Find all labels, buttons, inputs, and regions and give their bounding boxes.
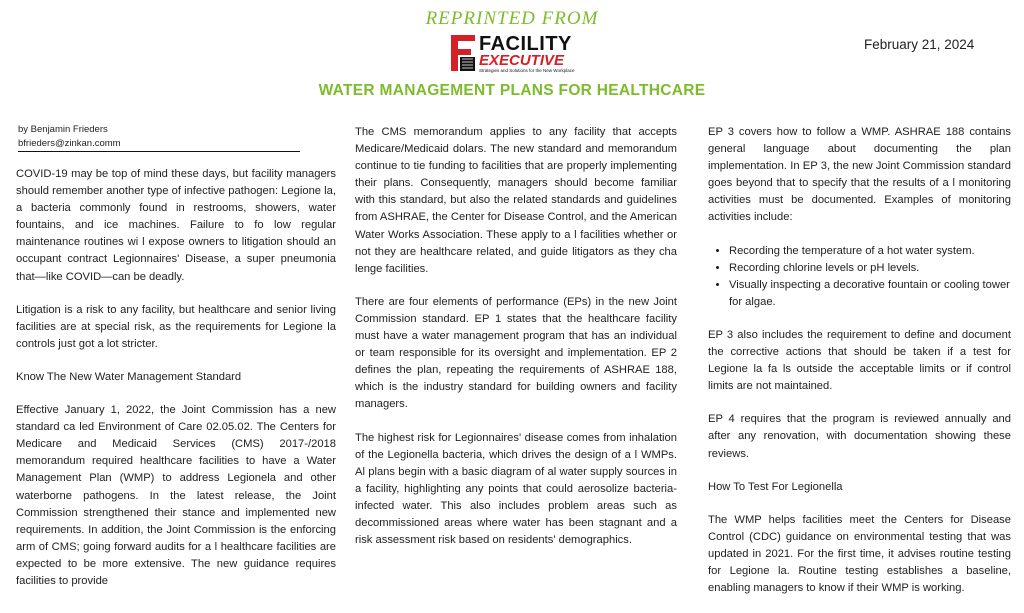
paragraph: Effective January 1, 2022, the Joint Commission has a new standard ca led Environment of Care 02.05.02. The Centers for Medicare and Medicaid Services (CMS) 2017-/2018 memorandum required healthcare facilities to have a Water Management Plan (WMP) to address Legionela and other waterborne pathogens. In the latest release, the Joint Commission strengthened their stance and implemented new requirements. In addition, the Joint Commission is the enforcing arm of CMS; going forward audits for a l healthcare facilities are expected to be more extensive. The new guidance requires facilities to provide	[16, 404, 336, 587]
publication-date: February 21, 2024	[864, 37, 975, 52]
list-item: • Visually inspecting a decorative fountain or cooling tower for algae.	[729, 277, 1011, 311]
list-item: • Recording chlorine levels or pH levels.	[729, 260, 1011, 277]
paragraph: There are four elements of performance (EPs) in the new Joint Commission standard. EP 1 states that the healthcare facility must have a water management program that has an individual or team responsible for its oversight and implementation. EP 2 defines the plan, repeating the requirements of ASHRAE 188, which is the industry standard for building owners and facility managers.	[355, 295, 677, 411]
paragraph: The CMS memorandum applies to any facility that accepts Medicare/Medicaid dolars. The new standard and memorandum continue to tie funding to facilities that are properly implementing their plans. Consequently, managers should become familiar with this standard, but also the related standards and guidelines from ASHRAE, the Center for Disease Control, and the American Water Works Association. These apply to a l facilities whether or not they are healthcare related, and guide litigators as they cha lenge facilities.	[355, 126, 677, 275]
logo-mark-icon	[449, 33, 477, 73]
facility-executive-logo	[449, 33, 579, 73]
logo-word-executive: EXECUTIVE	[479, 52, 565, 69]
reprinted-from-label: REPRINTED FROM	[425, 8, 599, 29]
author-email: bfrieders@zinkan.comm	[18, 138, 121, 149]
paragraph: EP 3 also includes the requirement to define and document the corrective actions that should be taken if a test for Legione la fa ls outside the acceptable limits or if control limits are not maintained.	[708, 328, 1011, 393]
author-name: by Benjamin Frieders	[18, 124, 108, 135]
monitoring-list	[708, 243, 1011, 311]
paragraph: EP 4 requires that the program is reviewed annually and after any renovation, with documentation showing these reviews.	[708, 413, 1011, 460]
paragraph: The WMP helps facilities meet the Centers for Disease Control (CDC) guidance on environmental testing that was updated in 2021. For the first time, it advises routine testing for Legione la. Routine testing establishes a baseline, enabling managers to know if their WMP is working.	[708, 513, 1011, 595]
paragraph: The highest risk for Legionnaires' disease comes from inhalation of the Legionella bacteria, which drives the design of a l WMPs. Al plans begin with a basic diagram of al water supply sources in a facility, highlighting any points that could aerosolize bacteria-infected water. This also includes problem areas such as decommissioned areas where water has been stagnant and a risk assessment risk based on residents' demographics.	[355, 431, 677, 547]
column-3	[708, 124, 1011, 613]
list-item: • Recording the temperature of a hot water system.	[729, 243, 1011, 260]
paragraph: EP 3 covers how to follow a WMP. ASHRAE 188 contains general language about documenting the plan implementation. In EP 3, the new Joint Commission standard goes beyond that to specify that the results of a l monitoring activities must be documented. Examples of monitoring activities include:	[708, 126, 1011, 224]
column-2	[355, 124, 677, 565]
byline	[18, 123, 121, 151]
article-title: WATER MANAGEMENT PLANS FOR HEALTHCARE	[318, 82, 706, 99]
column-1	[16, 166, 336, 606]
byline-divider	[18, 151, 300, 152]
section-heading: Know The New Water Management Standard	[16, 370, 242, 383]
paragraph: Litigation is a risk to any facility, but healthcare and senior living facilities are at special risk, as the requirements for Legione la controls just got a lot stricter.	[16, 303, 336, 350]
paragraph: COVID-19 may be top of mind these days, but facility managers should remember another type of infective pathogen: Legione la, a bacteria commonly found in restrooms, showers, water fountains, and ice machines. Failure to fo low regular maintenance routines wi l expose owners to litigation should an occupant contract Legionnaires' Disease, a super pneumonia that—like COVID—can be deadly.	[16, 168, 336, 283]
logo-word-facility: FACILITY	[479, 33, 572, 55]
logo-tagline: Strategies and Solutions for the New Workplace	[479, 68, 575, 73]
section-heading: How To Test For Legionella	[708, 480, 843, 493]
